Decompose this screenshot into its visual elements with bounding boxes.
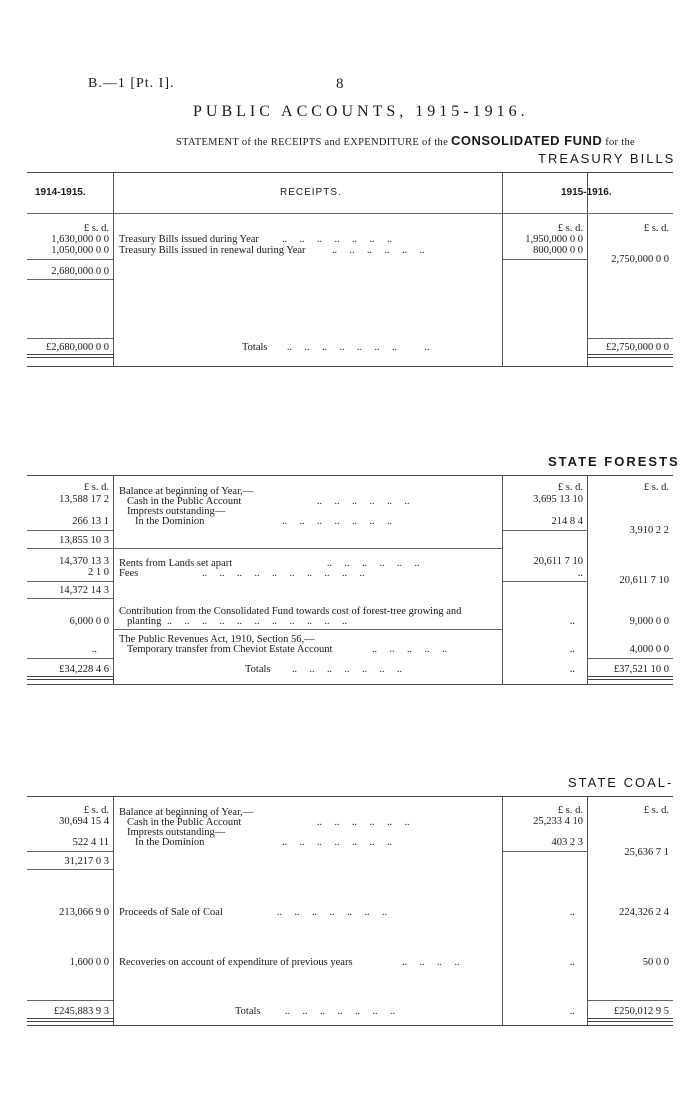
units-right: £ s. d. bbox=[643, 805, 669, 816]
section-title-treasury-bills: TREASURY BILLS bbox=[538, 151, 676, 166]
row-label: Contribution from the Consolidated Fund towards cost of forest-tree growing and bbox=[119, 606, 462, 617]
table-cell: .. bbox=[569, 664, 575, 675]
row-label: Cash in the Public Account bbox=[127, 817, 242, 828]
treasury-bills-table: 1914-1915. RECEIPTS. 1915-1916. £ s. d. £ s. d. £ s. d. 1,630,000 0 0 Treasury Bills issued during Year .. .. .. .. .. .. .. 1,950,000 0 0 1,050,000 0 0 Treasury Bills issued in renewal during Year .. .. .. .. .. .. 800,000 0 0 2,680,000 0 0 2,750,000 0 0 £2,680,000 0 0 Totals .. .. .. .. .. .. .. .. £2,750,000 0 0 bbox=[27, 172, 673, 367]
state-forests-table: £ s. d. £ s. d. £ s. d. Balance at beginning of Year,— 13,588 17 2 Cash in the Public Account .. .. .. .. .. .. 3,695 13 10 Imprests outstanding— In the Dominion .. .. .. .. .. .. .. 266 13 1 214 8 4 3,910 2 2 13,855 10 3 14,370 13 3 Rents from Lands set apart .. .. .. .. .. .. 20,611 7 10 2 1 0 Fees .. .. .. .. .. .. .. .. .. .. .. 20,611 7 10 14,372 14 3 Contribution from the Consolidated Fund towards cost of forest-tree growing and planting .. .. .. .. .. .. .. .. .. .. .. 6,000 0 0 .. 9,000 0 0 The Public Revenues Act, 1910, Section 56,— Temporary transfer from Cheviot Estate Account .. .. .. .. .. .. .. 4,000 0 0 £34,228 4 6 Totals .. .. .. .. .. .. .. .. £37,521 10 0 bbox=[27, 475, 673, 685]
total-left: £34,228 4 6 bbox=[59, 664, 109, 675]
total-right: £37,521 10 0 bbox=[613, 664, 669, 675]
total-left: £2,680,000 0 0 bbox=[46, 342, 109, 353]
table-cell: 14,370 13 3 bbox=[59, 556, 109, 567]
table-cell: .. bbox=[91, 644, 97, 655]
row-label: The Public Revenues Act, 1910, Section 56,— bbox=[119, 634, 315, 645]
units-mid: £ s. d. bbox=[557, 482, 583, 493]
table-cell: .. bbox=[577, 568, 583, 579]
subtotal-left: 2,680,000 0 0 bbox=[51, 266, 109, 277]
table-cell: 2 1 0 bbox=[88, 567, 109, 578]
table-cell: 800,000 0 0 bbox=[533, 245, 583, 256]
units-left: £ s. d. bbox=[83, 482, 109, 493]
units-mid: £ s. d. bbox=[557, 223, 583, 234]
row-label: In the Dominion bbox=[135, 837, 205, 848]
subtotal-right: 25,636 7 1 bbox=[624, 847, 669, 858]
table-cell: 214 8 4 bbox=[551, 516, 583, 527]
subtotal-left: 13,855 10 3 bbox=[59, 535, 109, 546]
header-curr-year: 1915-1916. bbox=[561, 187, 612, 198]
table-cell: 50 0 0 bbox=[642, 957, 669, 968]
table-cell: .. bbox=[569, 907, 575, 918]
row-label: planting bbox=[127, 616, 162, 627]
total-right: £2,750,000 0 0 bbox=[606, 342, 669, 353]
section-title-state-coal: STATE COAL- bbox=[568, 775, 674, 790]
section-title-state-forests: STATE FORESTS bbox=[548, 454, 680, 469]
row-label: Temporary transfer from Cheviot Estate Account bbox=[127, 644, 333, 655]
row-label: Proceeds of Sale of Coal bbox=[119, 907, 223, 918]
table-cell: .. bbox=[569, 1006, 575, 1017]
subtitle-post: for the bbox=[605, 137, 635, 148]
totals-label: Totals bbox=[242, 342, 268, 353]
table-cell: .. bbox=[569, 957, 575, 968]
subtotal-left: 14,372 14 3 bbox=[59, 585, 109, 596]
row-label: Treasury Bills issued during Year bbox=[119, 234, 259, 245]
row-label: Cash in the Public Account bbox=[127, 496, 242, 507]
state-coal-table: £ s. d. £ s. d. £ s. d. Balance at beginning of Year,— 30,694 15 4 Cash in the Public Account .. .. .. .. .. .. 25,233 4 10 Imprests outstanding— In the Dominion .. .. .. .. .. .. .. 522 4 11 403 2 3 25,636 7 1 31,217 0 3 213,066 9 0 Proceeds of Sale of Coal .. .. .. .. .. .. .. .. 224,326 2 4 1,600 0 0 Recoveries on account of expenditure of previous years .. .. .. .. .. 50 0 0 £245,883 9 3 Totals .. .. .. .. .. .. .. .. £250,012 9 5 bbox=[27, 796, 673, 1026]
page-number: 8 bbox=[336, 76, 344, 92]
row-label: Treasury Bills issued in renewal during Year bbox=[119, 245, 306, 256]
table-cell: 403 2 3 bbox=[551, 837, 583, 848]
row-label: Imprests outstanding— bbox=[127, 827, 226, 838]
table-cell: 213,066 9 0 bbox=[59, 907, 109, 918]
table-cell: 1,600 0 0 bbox=[69, 957, 109, 968]
subtitle-bold: CONSOLIDATED FUND bbox=[451, 133, 603, 148]
table-cell: 1,950,000 0 0 bbox=[525, 234, 583, 245]
row-label: Recoveries on account of expenditure of previous years bbox=[119, 957, 353, 968]
row-label: Imprests outstanding— bbox=[127, 506, 226, 517]
table-cell: 25,233 4 10 bbox=[533, 816, 583, 827]
balance-heading: Balance at beginning of Year,— bbox=[119, 486, 254, 497]
total-left: £245,883 9 3 bbox=[53, 1006, 109, 1017]
units-right: £ s. d. bbox=[643, 223, 669, 234]
subtotal-right: 20,611 7 10 bbox=[619, 575, 669, 586]
page-title: PUBLIC ACCOUNTS, 1915-1916. bbox=[193, 103, 529, 120]
table-cell: 30,694 15 4 bbox=[59, 816, 109, 827]
table-cell: 224,326 2 4 bbox=[619, 907, 669, 918]
document-reference: B.—1 [Pt. I]. bbox=[88, 76, 175, 91]
units-left: £ s. d. bbox=[83, 805, 109, 816]
subtitle-pre: STATEMENT of the RECEIPTS and EXPENDITURE of the bbox=[176, 137, 449, 148]
subtotal-left: 31,217 0 3 bbox=[64, 856, 109, 867]
table-cell: 3,695 13 10 bbox=[533, 494, 583, 505]
table-cell: 6,000 0 0 bbox=[69, 616, 109, 627]
statement-subtitle bbox=[176, 133, 635, 148]
row-label: In the Dominion bbox=[135, 516, 205, 527]
table-cell: 522 4 11 bbox=[72, 837, 109, 848]
total-right: £250,012 9 5 bbox=[613, 1006, 669, 1017]
table-cell: 9,000 0 0 bbox=[629, 616, 669, 627]
totals-label: Totals bbox=[235, 1006, 261, 1017]
header-prev-year: 1914-1915. bbox=[35, 187, 86, 198]
row-label: Rents from Lands set apart bbox=[119, 558, 233, 569]
balance-heading: Balance at beginning of Year,— bbox=[119, 807, 254, 818]
units-mid: £ s. d. bbox=[557, 805, 583, 816]
table-cell: .. bbox=[569, 616, 575, 627]
table-cell: 1,630,000 0 0 bbox=[51, 234, 109, 245]
table-cell: 1,050,000 0 0 bbox=[51, 245, 109, 256]
table-cell: 20,611 7 10 bbox=[533, 556, 583, 567]
header-receipts: RECEIPTS. bbox=[280, 187, 342, 198]
subtotal-right: 3,910 2 2 bbox=[629, 525, 669, 536]
totals-label: Totals bbox=[245, 664, 271, 675]
units-right: £ s. d. bbox=[643, 482, 669, 493]
table-cell: 13,588 17 2 bbox=[59, 494, 109, 505]
table-cell: 4,000 0 0 bbox=[629, 644, 669, 655]
units-left: £ s. d. bbox=[83, 223, 109, 234]
subtotal-right: 2,750,000 0 0 bbox=[611, 254, 669, 265]
table-cell: .. bbox=[569, 644, 575, 655]
table-cell: 266 13 1 bbox=[72, 516, 109, 527]
row-label: Fees bbox=[119, 568, 139, 579]
